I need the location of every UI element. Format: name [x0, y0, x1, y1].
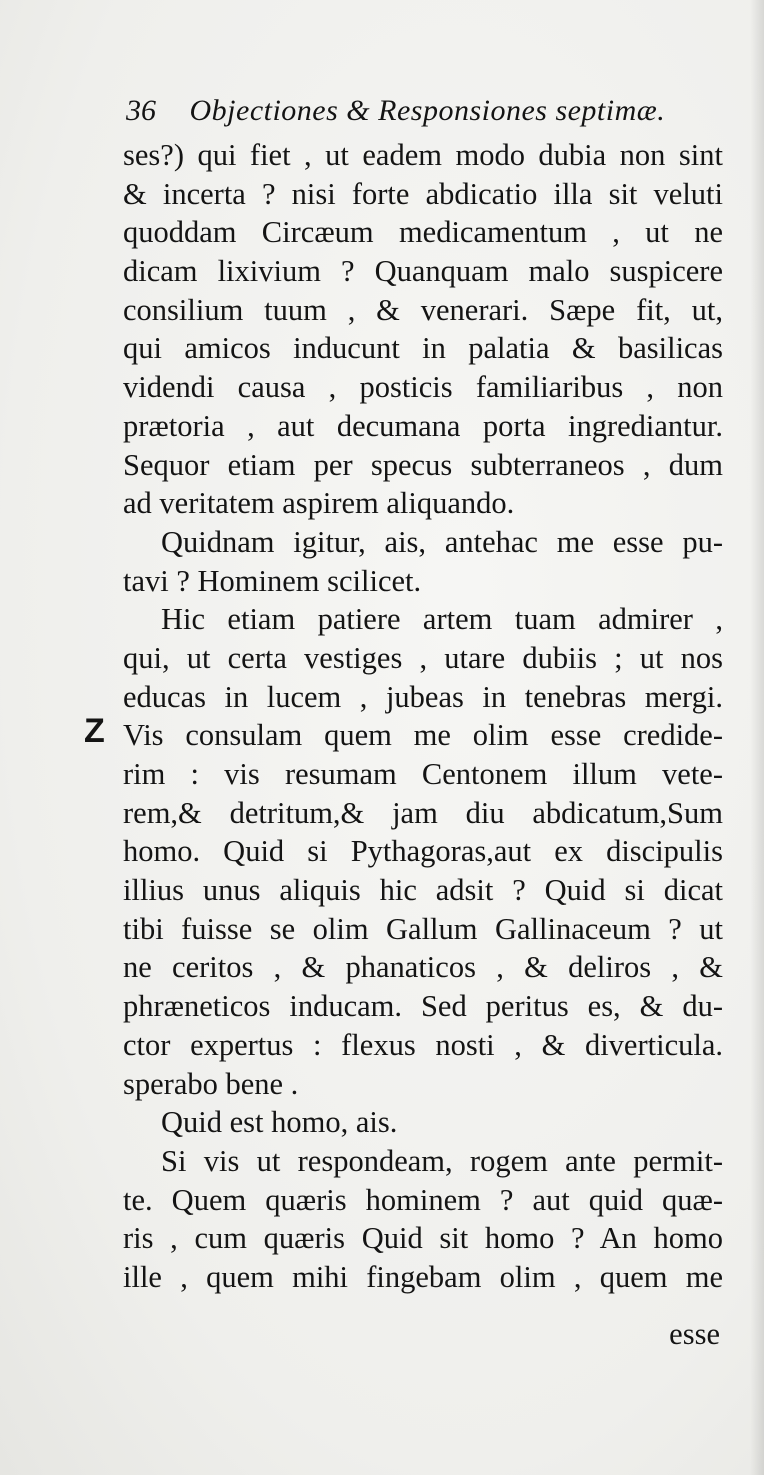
text-line: ille , quem mihi fingebam olim , quem me: [123, 1259, 723, 1294]
text-line: illius unus aliquis hic adsit ? Quid si dicat: [123, 873, 723, 908]
text-line: ses?) qui fiet , ut eadem modo dubia non sint: [123, 138, 723, 172]
text-line: educas in lucem , jubeas in tenebras mergi.: [123, 679, 723, 714]
text-line: consilium tuum , & venerari. Sæpe fit, ut,: [123, 292, 723, 327]
text-line: te. Quem quæris hominem ? aut quid quæ-: [123, 1182, 723, 1217]
text-line: quoddam Circæum medicamentum , ut ne: [123, 215, 723, 250]
page-number: 36: [126, 94, 156, 127]
text-line: rim : vis resumam Centonem illum vete-: [123, 757, 723, 791]
text-line: prætoria , aut decumana porta ingrediantur.: [123, 408, 723, 443]
text-line: tavi ? Hominem scilicet.: [123, 563, 422, 598]
text-line: ne ceritos , & phanaticos , & deliros , &: [123, 950, 723, 985]
text-line: tibi fuisse se olim Gallum Gallinaceum ? ut: [123, 911, 723, 946]
body-text: [123, 136, 723, 1297]
text-line: videndi causa , posticis familiaribus , non: [123, 370, 723, 405]
marginal-letter: Z: [84, 712, 105, 750]
page-edge-shadow: [750, 0, 764, 1475]
catchword: esse: [669, 1317, 720, 1351]
text-line: Vis consulam quem me olim esse credide-: [123, 718, 723, 753]
text-line: dicam lixivium ? Quanquam malo suspicere: [123, 254, 723, 289]
text-line: Quidnam igitur, ais, antehac me esse pu-: [161, 524, 723, 559]
text-line: Hic etiam patiere artem tuam admirer ,: [161, 602, 723, 637]
text-line: ctor expertus : flexus nosti , & diverticula.: [123, 1027, 723, 1062]
text-line: sperabo bene .: [123, 1066, 299, 1101]
text-line: & incerta ? nisi forte abdicatio illa sit veluti: [123, 176, 723, 211]
text-line: ad veritatem aspirem aliquando.: [123, 486, 515, 521]
text-line: Si vis ut respondeam, rogem ante permit-: [161, 1143, 723, 1178]
text-line: homo. Quid si Pythagoras,aut ex discipulis: [123, 834, 723, 869]
text-line: Sequor etiam per specus subterraneos , dum: [123, 447, 723, 482]
text-line: phræneticos inducam. Sed peritus es, & du-: [123, 989, 723, 1024]
running-header: [126, 86, 686, 136]
text-line: Quid est homo, ais.: [161, 1105, 398, 1140]
text-line: ris , cum quæris Quid sit homo ? An homo: [123, 1221, 723, 1256]
running-title: Objectiones & Responsiones septimæ.: [189, 94, 666, 127]
text-line: rem,& detritum,& jam diu abdicatum,Sum: [123, 795, 723, 830]
text-line: qui amicos inducunt in palatia & basilicas: [123, 331, 723, 366]
text-line: qui, ut certa vestiges , utare dubiis ; ut nos: [123, 640, 723, 675]
